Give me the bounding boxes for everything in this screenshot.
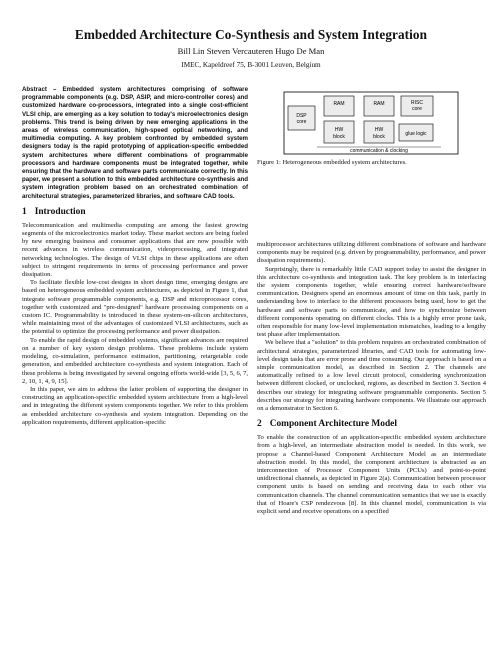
figure-1-caption: Figure 1: Heterogeneous embedded system architectures.	[257, 159, 407, 166]
right-column	[257, 86, 486, 516]
paper-affiliation: IMEC, Kapeldreef 75, B-3001 Leuven, Belgium	[181, 61, 321, 69]
hw-label-2b: block	[373, 134, 385, 140]
risc-label: RISC	[411, 100, 423, 106]
ram-label-1: RAM	[333, 101, 345, 107]
section-1-number: 1	[22, 206, 27, 217]
ram-label-2: RAM	[373, 101, 385, 107]
paper-authors: Bill Lin Steven Vercauteren Hugo De Man	[177, 46, 325, 56]
section-1-title: Introduction	[34, 206, 86, 217]
intro-paragraph-4: In this paper, we aim to address the latter problem of supporting the designer in constructing an application-specific embedded system architecture from a high-level and in integrating the different system components together. We refer to this problem as embedded architecture co-synthesis and system integration. Depending on the application requirements, different application-specific	[22, 385, 248, 426]
abstract	[22, 86, 248, 201]
risc-core-label: core	[412, 106, 422, 112]
section-2-heading	[257, 419, 486, 430]
abstract-text: Embedded system architectures comprising of software programmable components (e.g. DSP, ASIP, and micro-controller cores) and customized hardware co-processors, integrated into a single cost-efficient VLSI chip, are emerging as a key solution to today's microelectronics design problems. This trend is being driven by new emerging applications in the areas of wireless communication, high-speed optical networking, and multimedia computing. A key problem confronted by embedded system designers today is the rapid prototyping of application-specific embedded system architectures where different combinations of programmable processors and hardware components must be integrated together, while ensuring that the hardware and software parts communicate correctly. In this paper, we present a solution to this embedded architecture co-synthesis and system integration problem based on an orchestrated combination of architectural strategies, parameterized libraries, and software CAD tools.	[22, 86, 248, 200]
right-paragraph-2: Surprisingly, there is remarkably little CAD support today to assist the designer in this architecture co-synthesis and integration task. The key problem is in interfacing the system components together, while ensuring correct hardware/software communication. Designers spend an enormous amount of time on this task, partly in understanding how to interface to the different processors being used, how to get the hardware and software parts to communicate, and how to synchronize between different components operating on different clocks. This is a highly error prone task, often responsible for many low-level implementation mismatches, leading to a lengthy test phase after implementation.	[257, 265, 486, 339]
hw-label-2a: HW	[374, 127, 384, 133]
dsp-core-label: core	[296, 119, 307, 125]
right-paragraph-1: multiprocessor architectures utilizing different combinations of software and hardware components may be required (e.g. driven by programmability, performance, and power dissipation requirements).	[257, 241, 486, 265]
glue-logic-label: glue logic	[405, 131, 427, 137]
section-1-heading	[22, 207, 248, 218]
comm-clocking-label: communication & clocking	[350, 148, 408, 154]
abstract-label: Abstract –	[22, 86, 57, 93]
section-1-body	[22, 222, 248, 427]
left-column	[22, 86, 248, 427]
section-2-number: 2	[257, 419, 262, 430]
paper-title: Embedded Architecture Co-Synthesis and System Integration	[74, 27, 428, 42]
figure-1	[257, 86, 486, 240]
dsp-label: DSP	[296, 113, 307, 119]
hw-label-1a: HW	[334, 127, 344, 133]
architecture-diagram	[283, 91, 459, 155]
right-body	[257, 241, 486, 516]
intro-paragraph-1: Telecommunication and multimedia computing are among the fastest growing segments of the microelectronics market today. These market sectors are being fueled by new emerging business and consumer applications that are now possible with recent advances in wireless communication, videoprocessing, and integrated networking technologies. The design of VLSI chips in these applications are often subject to stringent requirements in terms of processing performance and power dissipation.	[22, 221, 248, 279]
intro-paragraph-2: To facilitate flexible low-cost designs in short design time, emerging designs are based on heterogeneous embedded system architectures, as depicted in Figure 1, that integrate software programmable components, e.g. DSP and microprocessor cores, together with customized and "pre-designed" hardware processing components on a custom IC. Programmability is introduced in these system-on-silicon architectures, while maintaining most of the advantages of customized VLSI architectures, such as the potential to optimize the processing performance and power dissipation.	[22, 279, 248, 336]
right-paragraph-3: We believe that a "solution" to this problem requires an orchestrated combination of architectural strategies, parameterized libraries, and CAD tools for automating low-level design tasks that are error prone and time consuming. Our approach is based on a simple communication model, as described in Section 2. The channels are automatically refined to a low level circuit protocol, considering synchronization between different clocked, or unclocked, regions, as described in Section 3. Section 4 describes our strategy for integrating software programmable components. Section 5 describes our strategy for integrating hardware components. We illustrate our approach on a demonstrator in Section 6.	[257, 339, 486, 413]
model-paragraph-1: To enable the construction of an application-specific embedded system architecture from a high-level, an intermediate abstraction model is needed. In this work, we propose a Channel-based Component Architecture Model as an intermediate abstraction model. In this model, the component architecture is abstracted as an interconnection of Processor Component Units (PCUs) and point-to-point unidirectional channels, as depicted in Figure 2(a). Communication between processor component units is based on sending and receiving data to each other via communication channels. The channel communication semantics that we use is exactly that of Hoare's CSP rendezvous [8]. In this channel model, communication is via explicit send and receive operations on a specified	[257, 434, 486, 516]
section-2-body	[257, 434, 486, 516]
hw-label-1b: block	[333, 134, 345, 140]
intro-paragraph-3: To enable the rapid design of embedded systems, significant advances are required on a number of key system design problems. These problems include system modeling, co-simulation, performance estimation, partitioning, retargetable code generation, and embedded architecture co-synthesis and system integration. Each of these problems is being investigated by several ongoing efforts world-wide [3, 5, 6, 7, 2, 10, 1, 4, 9, 15].	[22, 336, 248, 385]
section-2-title: Component Architecture Model	[269, 419, 397, 430]
